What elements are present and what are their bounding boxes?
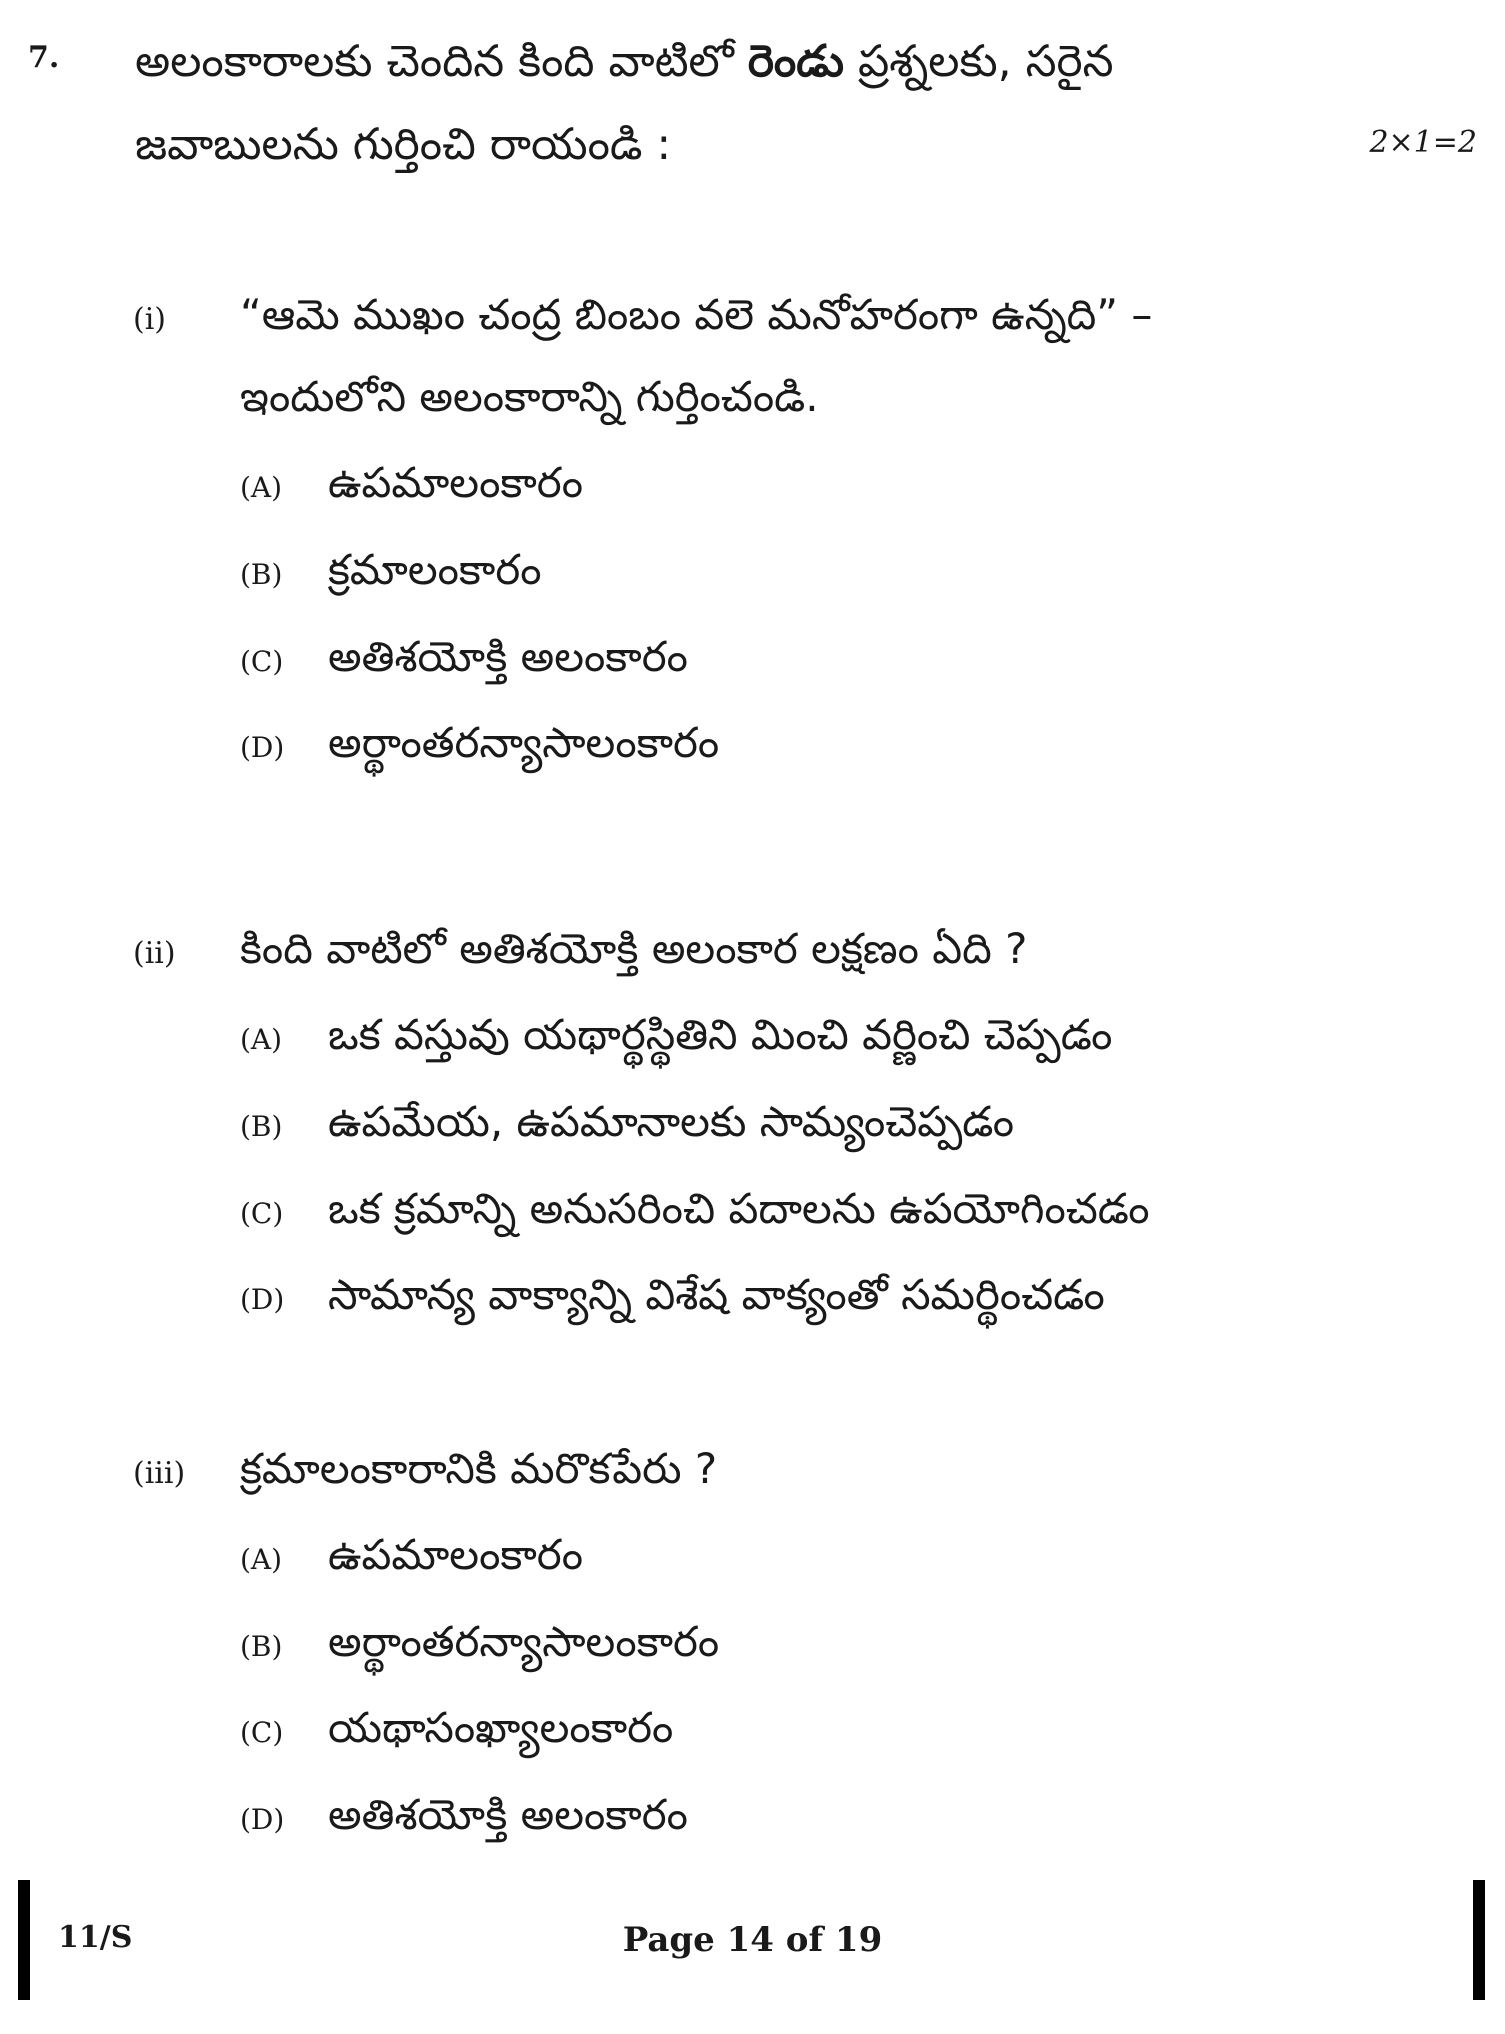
option-letter: (A) <box>240 1543 283 1576</box>
stem-text-after: ప్రశ్నలకు, సరైన <box>844 36 1114 87</box>
subquestion-label: (iii) <box>133 1456 186 1491</box>
option-text: అతిశయోక్తి అలంకారం <box>328 1790 688 1839</box>
subquestion-text: ఇందులోని అలంకారాన్ని గుర్తించండి. <box>240 372 819 421</box>
option-letter: (B) <box>240 1630 283 1663</box>
subquestion-text: క్రమాలంకారానికి మరొకపేరు ? <box>240 1444 718 1493</box>
option-letter: (A) <box>240 1023 283 1056</box>
option-letter: (C) <box>240 1197 284 1230</box>
subquestion-label: (ii) <box>133 936 176 971</box>
question-number: 7. <box>28 40 60 75</box>
option-letter: (B) <box>240 558 283 591</box>
option-b[interactable] <box>240 545 542 605</box>
marks-label: 2×1=2 <box>1369 125 1477 160</box>
stem-text-before: అలంకారాలకు చెందిన కింది వాటిలో <box>135 36 748 87</box>
option-c[interactable] <box>240 1184 1150 1244</box>
option-text: యథాసంఖ్యాలంకారం <box>328 1703 674 1752</box>
question-stem-line1 <box>135 32 1113 92</box>
option-text: అర్థాంతరన్యాసాలంకారం <box>328 1617 720 1666</box>
option-a[interactable] <box>240 1530 583 1590</box>
option-text: ఉపమాలంకారం <box>328 1530 583 1579</box>
option-a[interactable] <box>240 1010 1112 1070</box>
option-b[interactable] <box>240 1097 1014 1157</box>
option-a[interactable] <box>240 458 583 518</box>
option-text: సామాన్య వాక్యాన్ని విశేష వాక్యంతో సమర్థించడం <box>328 1270 1105 1319</box>
option-letter: (D) <box>240 1803 285 1836</box>
option-d[interactable] <box>240 718 719 778</box>
option-letter: (B) <box>240 1110 283 1143</box>
option-letter: (D) <box>240 1283 285 1316</box>
option-text: ఒక వస్తువు యథార్థస్థితిని మించి వర్ణించి చెప్పడం <box>328 1010 1113 1059</box>
option-text: క్రమాలంకారం <box>328 545 542 594</box>
page-number: Page 14 of 19 <box>622 1920 883 1960</box>
option-text: ఉపమేయ, ఉపమానాలకు సామ్యంచెప్పడం <box>328 1097 1015 1146</box>
option-letter: (A) <box>240 471 283 504</box>
subquestion-text: “ఆమె ముఖం చంద్ర బింబం వలె మనోహరంగా ఉన్నది” – <box>240 290 1153 339</box>
option-c[interactable] <box>240 1703 673 1763</box>
option-letter: (D) <box>240 731 285 764</box>
stem-bold-word: రెండు <box>747 36 844 87</box>
option-d[interactable] <box>240 1270 1105 1330</box>
question-stem-line2: జవాబులను గుర్తించి రాయండి : <box>135 119 672 170</box>
paper-code: 11/S <box>58 1920 133 1955</box>
subquestion-text: కింది వాటిలో అతిశయోక్తి అలంకార లక్షణం ఏది ? <box>240 924 1028 973</box>
subquestion-label: (i) <box>133 302 167 337</box>
option-d[interactable] <box>240 1790 688 1850</box>
option-b[interactable] <box>240 1617 719 1677</box>
option-text: ఒక క్రమాన్ని అనుసరించి పదాలను ఉపయోగించడం <box>328 1184 1150 1233</box>
option-text: ఉపమాలంకారం <box>328 458 583 507</box>
option-text: అర్థాంతరన్యాసాలంకారం <box>328 718 720 767</box>
option-letter: (C) <box>240 1716 284 1749</box>
option-text: అతిశయోక్తి అలంకారం <box>328 632 688 681</box>
option-c[interactable] <box>240 632 688 692</box>
option-letter: (C) <box>240 645 284 678</box>
